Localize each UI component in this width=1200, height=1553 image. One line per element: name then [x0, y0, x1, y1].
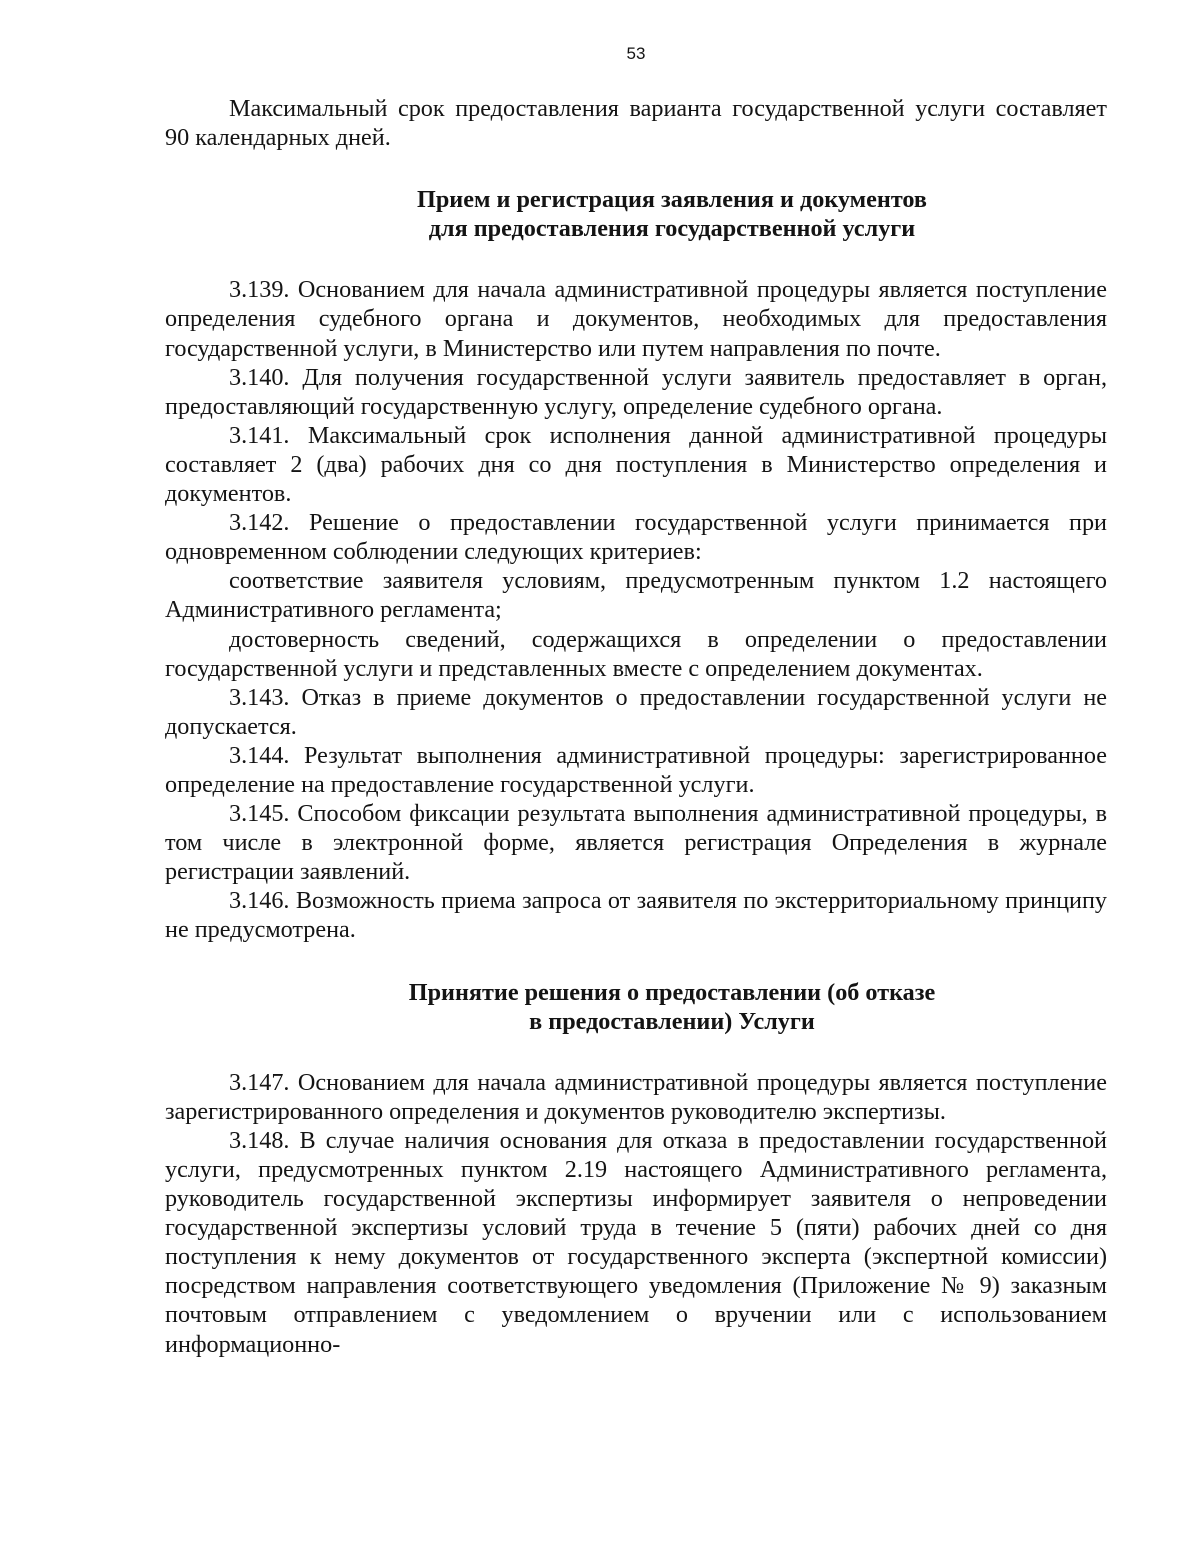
paragraph-3-147: 3.147. Основанием для начала административной процедуры является поступление зарегистрированного определения и документов руководителю экспертизы.	[165, 1068, 1107, 1125]
paragraph-3-144: 3.144. Результат выполнения административной процедуры: зарегистрированное определение на предоставление государственной услуги.	[165, 741, 1107, 798]
document-body	[165, 94, 1107, 1359]
section-heading-2-line-2: в предоставлении) Услуги	[529, 1007, 815, 1035]
page-number: 53	[626, 44, 646, 63]
criterion-2: достоверность сведений, содержащихся в определении о предоставлении государственной услуги и представленных вместе с определением документах.	[165, 625, 1107, 682]
section-heading-1	[165, 185, 1107, 243]
section-heading-2-line-1: Принятие решения о предоставлении (об отказе	[408, 978, 936, 1006]
paragraph-3-142: 3.142. Решение о предоставлении государственной услуги принимается при одновременном соблюдении следующих критериев:	[165, 509, 1107, 566]
section-heading-2	[165, 978, 1107, 1036]
paragraph-3-143: 3.143. Отказ в приеме документов о предоставлении государственной услуги не допускается.	[165, 683, 1107, 740]
paragraph-3-140: 3.140. Для получения государственной услуги заявитель предоставляет в орган, предоставляющий государственную услугу, определение судебного органа.	[165, 363, 1107, 420]
criterion-1: соответствие заявителя условиям, предусмотренным пунктом 1.2 настоящего Административного регламента;	[165, 567, 1107, 624]
paragraph-3-141: 3.141. Максимальный срок исполнения данной административной процедуры составляет 2 (два) рабочих дня со дня поступления в Министерство определения и документов.	[165, 421, 1107, 508]
paragraph-3-148: 3.148. В случае наличия основания для отказа в предоставлении государственной услуги, предусмотренных пунктом 2.19 настоящего Административного регламента, руководитель государственной экспертизы информирует заявителя о непроведении государственной экспертизы условий труда в течение 5 (пяти) рабочих дней со дня поступления к нему документов от государственного эксперта (экспертной комиссии) посредством направления соответствующего уведомления (Приложение № 9) заказным почтовым отправлением с уведомлением о вручении или с использованием информационно-	[165, 1126, 1107, 1358]
intro-paragraph: Максимальный срок предоставления варианта государственной услуги составляет 90 календарных дней.	[165, 95, 1107, 152]
paragraph-3-139: 3.139. Основанием для начала административной процедуры является поступление определения судебного органа и документов, необходимых для предоставления государственной услуги, в Министерство или путем направления по почте.	[165, 276, 1107, 362]
paragraph-3-146: 3.146. Возможность приема запроса от заявителя по экстерриториальному принципу не предусмотрена.	[165, 887, 1107, 944]
paragraph-3-145: 3.145. Способом фиксации результата выполнения административной процедуры, в том числе в электронной форме, является регистрация Определения в журнале регистрации заявлений.	[165, 800, 1107, 886]
section-heading-1-line-1: Прием и регистрация заявления и документов	[417, 186, 927, 214]
section-heading-1-line-2: для предоставления государственной услуги	[428, 215, 916, 243]
